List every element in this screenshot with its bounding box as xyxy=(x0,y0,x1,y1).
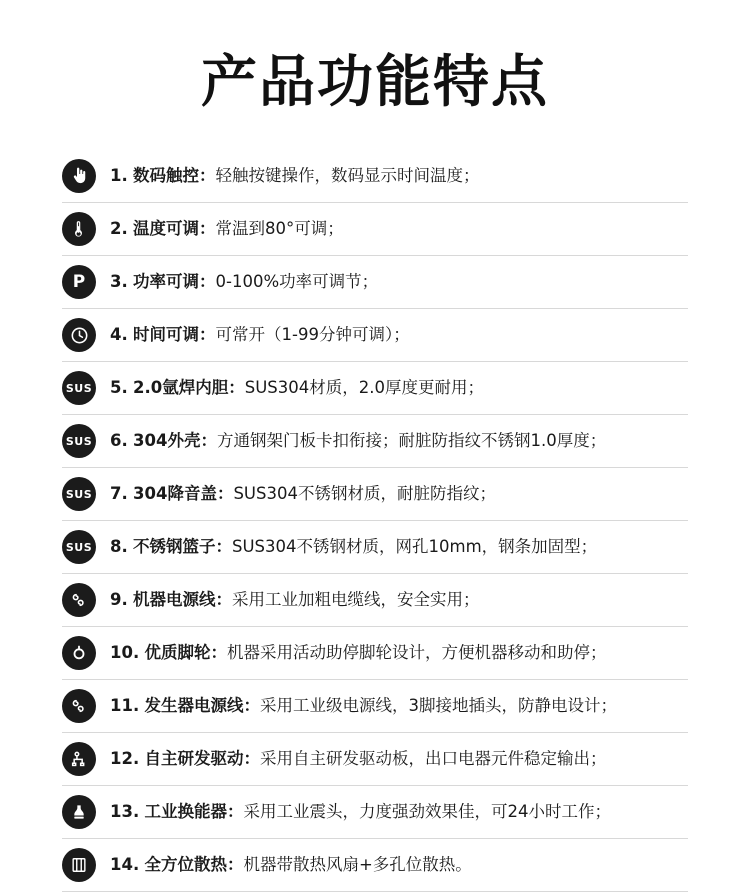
feature-text xyxy=(110,165,480,187)
feature-desc: 轻触按键操作，数码显示时间温度； xyxy=(215,165,480,185)
list-item xyxy=(62,786,688,839)
touch-hand-icon xyxy=(62,159,96,193)
feature-text xyxy=(110,324,410,346)
sus-label: SUS xyxy=(65,434,93,448)
list-item xyxy=(62,733,688,786)
feature-number: 2. xyxy=(110,218,128,238)
list-item xyxy=(62,521,688,574)
feature-number: 13. xyxy=(110,801,140,821)
list-item xyxy=(62,574,688,627)
feature-text xyxy=(110,271,378,293)
list-item xyxy=(62,362,688,415)
feature-lead: 304降音盖： xyxy=(133,483,234,503)
feature-desc: 0-100%功率可调节； xyxy=(215,271,379,291)
power-cable-icon xyxy=(62,583,96,617)
list-item xyxy=(62,627,688,680)
feature-text xyxy=(110,377,484,399)
feature-lead: 数码触控： xyxy=(133,165,216,185)
list-item xyxy=(62,203,688,256)
feature-desc: 方通钢架门板卡扣衔接；耐脏防指纹不锈钢1.0厚度； xyxy=(216,430,607,450)
feature-desc: 采用工业级电源线，3脚接地插头，防静电设计； xyxy=(259,695,617,715)
list-item xyxy=(62,468,688,521)
feature-number: 6. xyxy=(110,430,128,450)
feature-number: 10. xyxy=(110,642,140,662)
list-item xyxy=(62,150,688,203)
feature-lead: 温度可调： xyxy=(133,218,216,238)
feature-desc: 可常开（1-99分钟可调）； xyxy=(215,324,410,344)
power-p-glyph: P xyxy=(72,271,86,292)
feature-text xyxy=(110,695,617,717)
feature-list xyxy=(62,150,688,892)
feature-desc: 机器采用活动助停脚轮设计，方便机器移动和助停； xyxy=(226,642,607,662)
power-cable-icon xyxy=(62,689,96,723)
feature-number: 1. xyxy=(110,165,128,185)
feature-desc: SUS304不锈钢材质，网孔10mm，钢条加固型； xyxy=(232,536,598,556)
feature-number: 14. xyxy=(110,854,140,874)
feature-number: 9. xyxy=(110,589,128,609)
list-item xyxy=(62,309,688,362)
list-item xyxy=(62,256,688,309)
sus-label: SUS xyxy=(65,540,93,554)
heat-dissipation-icon xyxy=(62,848,96,882)
sus-label: SUS xyxy=(65,381,93,395)
feature-desc: 常温到80°可调； xyxy=(215,218,344,238)
feature-text xyxy=(110,854,472,876)
feature-number: 11. xyxy=(110,695,140,715)
feature-lead: 机器电源线： xyxy=(133,589,232,609)
feature-desc: 采用工业震头，力度强劲效果佳，可24小时工作； xyxy=(243,801,611,821)
feature-lead: 发生器电源线： xyxy=(144,695,260,715)
feature-number: 8. xyxy=(110,536,128,556)
page-title: 产品功能特点 xyxy=(201,50,549,115)
feature-text xyxy=(110,536,597,558)
feature-text xyxy=(110,801,611,823)
feature-number: 5. xyxy=(110,377,128,397)
feature-lead: 304外壳： xyxy=(133,430,217,450)
list-item xyxy=(62,680,688,733)
feature-number: 4. xyxy=(110,324,128,344)
feature-text xyxy=(110,642,606,664)
sus-badge-icon xyxy=(62,424,96,458)
feature-text xyxy=(110,589,480,611)
thermometer-icon xyxy=(62,212,96,246)
feature-lead: 工业换能器： xyxy=(144,801,244,821)
feature-desc: SUS304材质，2.0厚度更耐用； xyxy=(244,377,484,397)
feature-number: 7. xyxy=(110,483,128,503)
feature-desc: 采用自主研发驱动板，出口电器元件稳定输出； xyxy=(259,748,607,768)
feature-lead: 2.0氩焊内胆： xyxy=(133,377,245,397)
sus-badge-icon xyxy=(62,530,96,564)
feature-text xyxy=(110,218,344,240)
feature-lead: 自主研发驱动： xyxy=(144,748,260,768)
sus-badge-icon xyxy=(62,477,96,511)
feature-lead: 时间可调： xyxy=(133,324,216,344)
sus-badge-icon xyxy=(62,371,96,405)
feature-text xyxy=(110,748,606,770)
feature-desc: SUS304不锈钢材质，耐脏防指纹； xyxy=(233,483,496,503)
transducer-icon xyxy=(62,795,96,829)
sus-label: SUS xyxy=(65,487,93,501)
feature-desc: 采用工业加粗电缆线，安全实用； xyxy=(232,589,480,609)
circuit-board-icon xyxy=(62,742,96,776)
feature-text xyxy=(110,430,606,452)
feature-lead: 功率可调： xyxy=(133,271,216,291)
feature-desc: 机器带散热风扇+多孔位散热。 xyxy=(243,854,472,874)
feature-lead: 全方位散热： xyxy=(144,854,244,874)
caster-wheel-icon xyxy=(62,636,96,670)
feature-number: 3. xyxy=(110,271,128,291)
feature-lead: 不锈钢篮子： xyxy=(133,536,232,556)
clock-icon xyxy=(62,318,96,352)
feature-number: 12. xyxy=(110,748,140,768)
feature-text xyxy=(110,483,496,505)
list-item xyxy=(62,415,688,468)
power-p-icon xyxy=(62,265,96,299)
feature-lead: 优质脚轮： xyxy=(144,642,227,662)
list-item xyxy=(62,839,688,892)
